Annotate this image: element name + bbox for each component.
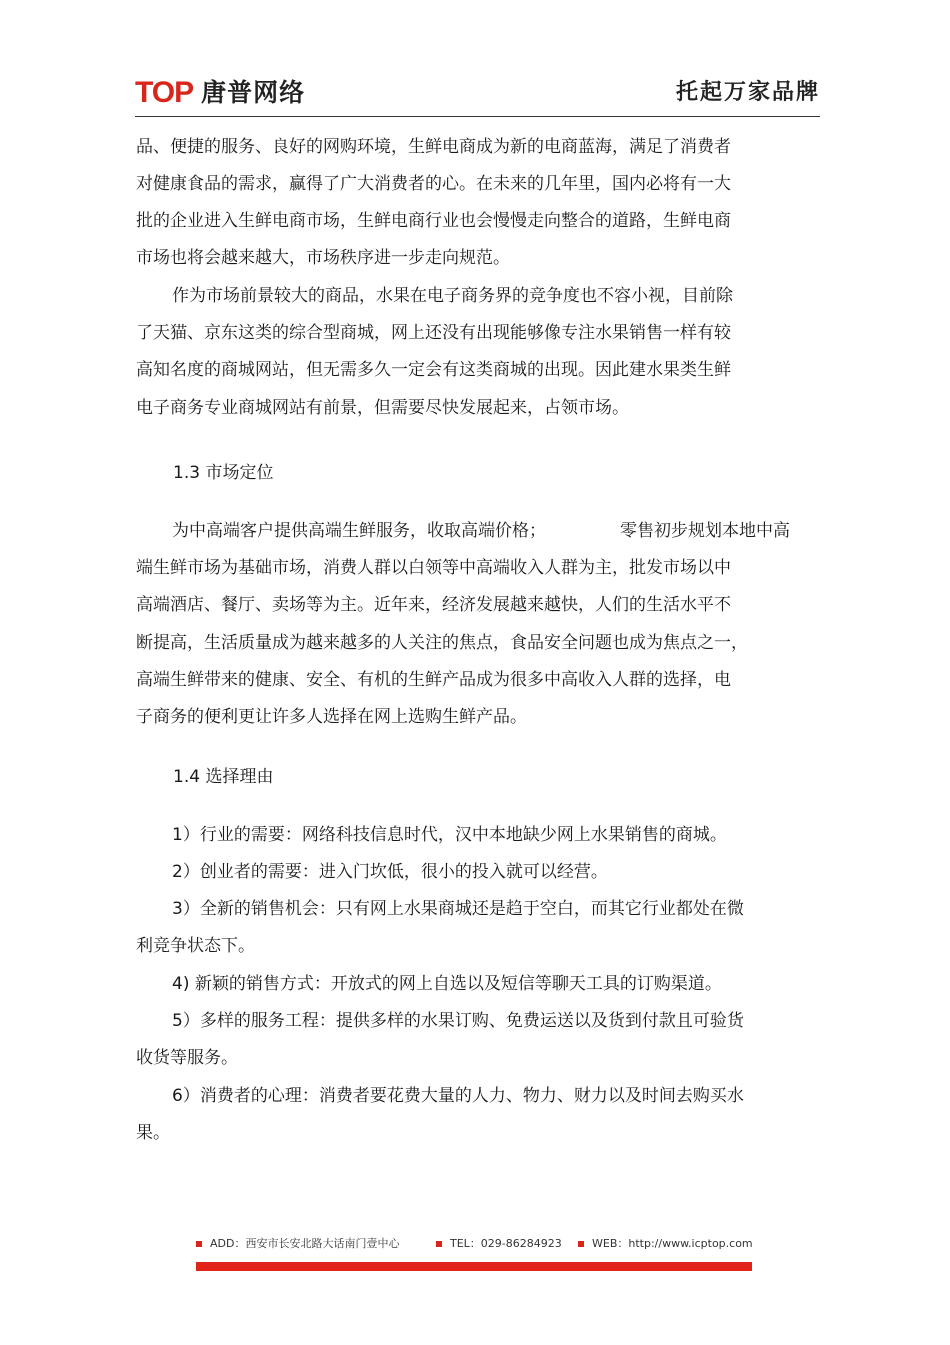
list-item: 4) 新颖的销售方式：开放式的网上自选以及短信等聊天工具的订购渠道。	[172, 974, 722, 994]
footer-tel	[436, 1237, 562, 1251]
paragraph-line: 为中高端客户提供高端生鲜服务，收取高端价格；	[172, 521, 546, 541]
list-item-continuation: 收货等服务。	[136, 1048, 238, 1068]
section-heading-1-3: 1.3 市场定位	[173, 463, 274, 483]
paragraph-line: 批的企业进入生鲜电商市场，生鲜电商行业也会慢慢走向整合的道路，生鲜电商	[136, 211, 731, 231]
footer-tel-text: TEL：029-86284923	[450, 1237, 562, 1250]
list-item: 5）多样的服务工程：提供多样的水果订购、免费运送以及货到付款且可验货	[172, 1011, 744, 1031]
logo-company-name: 唐普网络	[201, 78, 306, 107]
paragraph-line: 断提高，生活质量成为越来越多的人关注的焦点，食品安全问题也成为焦点之一，	[136, 633, 748, 653]
list-item: 3）全新的销售机会：只有网上水果商城还是趋于空白，而其它行业都处在微	[172, 899, 744, 919]
square-bullet-icon	[196, 1241, 202, 1247]
list-item: 2）创业者的需要：进入门坎低，很小的投入就可以经营。	[172, 862, 608, 882]
section-heading-1-4: 1.4 选择理由	[173, 767, 274, 787]
company-logo	[135, 76, 305, 110]
paragraph-line: 作为市场前景较大的商品，水果在电子商务界的竞争度也不容小视，目前除	[172, 286, 733, 306]
footer-web-text: WEB：http://www.icptop.com	[592, 1237, 753, 1250]
logo-top-text: TOP	[135, 76, 194, 109]
paragraph-line: 对健康食品的需求，赢得了广大消费者的心。在未来的几年里，国内必将有一大	[136, 174, 731, 194]
list-item-continuation: 利竞争状态下。	[136, 936, 255, 956]
paragraph-line: 高知名度的商城网站，但无需多久一定会有这类商城的出现。因此建水果类生鲜	[136, 360, 731, 380]
paragraph-line: 零售初步规划本地中高	[620, 521, 790, 541]
paragraph-line: 子商务的便利更让许多人选择在网上选购生鲜产品。	[136, 707, 527, 727]
list-item: 6）消费者的心理：消费者要花费大量的人力、物力、财力以及时间去购买水	[172, 1086, 744, 1106]
footer-address	[196, 1237, 399, 1251]
list-item: 1）行业的需要：网络科技信息时代，汉中本地缺少网上水果销售的商城。	[172, 825, 727, 845]
header-slogan: 托起万家品牌	[675, 80, 820, 105]
footer-web	[578, 1237, 753, 1251]
footer-address-text: ADD：西安市长安北路大话南门壹中心	[210, 1237, 400, 1250]
page-header	[135, 72, 820, 117]
paragraph-line: 品、便捷的服务、良好的网购环境，生鲜电商成为新的电商蓝海，满足了消费者	[136, 137, 731, 157]
square-bullet-icon	[578, 1241, 584, 1247]
footer-red-bar	[196, 1262, 752, 1271]
page-footer	[196, 1232, 752, 1274]
paragraph-line: 高端酒店、餐厅、卖场等为主。近年来，经济发展越来越快，人们的生活水平不	[136, 595, 731, 615]
paragraph-line: 电子商务专业商城网站有前景，但需要尽快发展起来，占领市场。	[136, 398, 629, 418]
paragraph-line: 高端生鲜带来的健康、安全、有机的生鲜产品成为很多中高收入人群的选择，电	[136, 670, 731, 690]
paragraph-line: 了天猫、京东这类的综合型商城，网上还没有出现能够像专注水果销售一样有较	[136, 323, 731, 343]
paragraph-line: 端生鲜市场为基础市场，消费人群以白领等中高端收入人群为主，批发市场以中	[136, 558, 731, 578]
square-bullet-icon	[436, 1241, 442, 1247]
list-item-continuation: 果。	[136, 1123, 170, 1143]
paragraph-line: 市场也将会越来越大，市场秩序进一步走向规范。	[136, 248, 510, 268]
